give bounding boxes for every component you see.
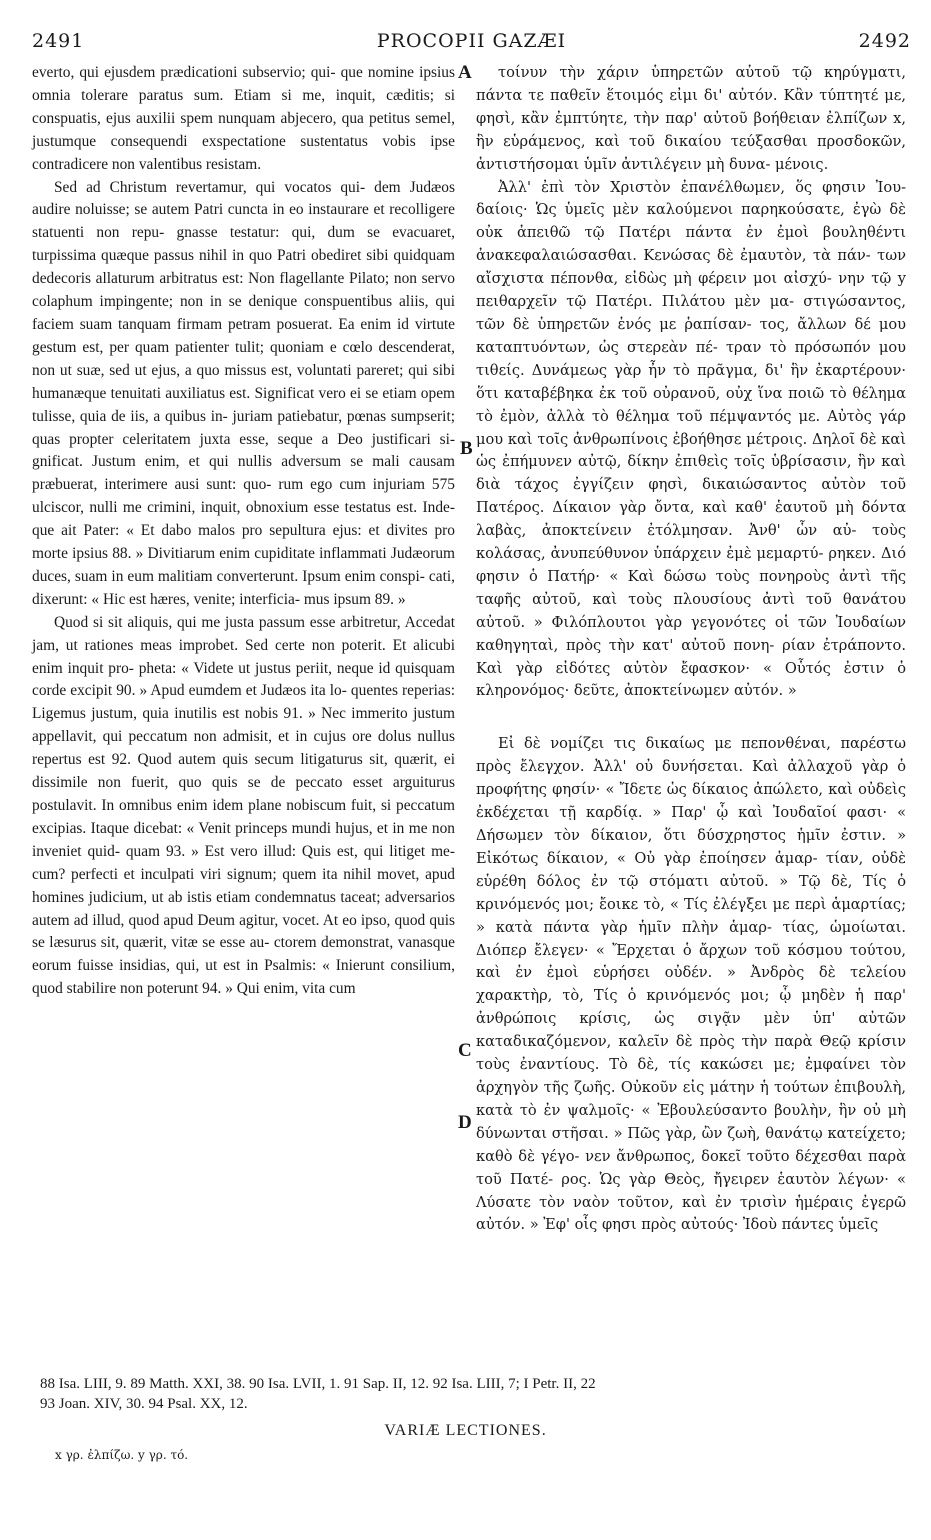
variae-lectiones-text: x γρ. ἐλπίζω. y γρ. τό. — [55, 1448, 189, 1462]
latin-column — [32, 62, 455, 1001]
running-title: PROCOPII GAZÆI — [376, 30, 567, 52]
greek-column — [476, 62, 906, 1237]
latin-paragraph: Sed ad Christum revertamur, qui vocatos qui- dem Judæos audire noluisse; se autem Patri cuncta in eo instaurare et recolligere statuenti non repu- gnasse testatur: qui, dum se evacuaret, turpissima quæque passus nihil in quo Patri obediret sibi quidquam dedecoris allaturum arbitratus est: Non flagellante Pilato; non servo colaphum impingente; non in se denique conspuentibus aliis, qui faciem suam tanquam firmam petram posuerat. Ea enim id virtute gestum est, per quam patienter tulit; quoniam e cœlo descenderat, non ut suæ, sed ut ejus, a quo missus est, voluntati pareret; qui sibi humanæque tenuitati auxiliatus est. Significat vero ei se etiam opem tulisse, quia de iis, a quibus in- juriam patiebatur, pœnas sumpserit; quas propter celeritatem juxta esse, seque a Deo justificari si- gnificat. Justum enim, et qui nullis adversum se mali causam præbuerat, interimere ausi sunt: quo- rum ego cum injuriam 575 ulciscor, nulli me crimini, inquit, obnoxium esse testatus est. Inde- que ait Pater: « Et dabo malos pro sepultura ejus: et divites pro morte ipsius 88. » Divitiarum enim cupiditate inflammati Judæorum duces, suam in eum malitiam converterunt. Ipsum enim conspi- cati, dixerunt: « Hic est hæres, venite; interficia- mus ipsum 89. » — [32, 178, 455, 608]
latin-paragraph: Quod si sit aliquis, qui me justa passum esse arbitretur, Accedat jam, ut rationes meas improbet. Sed certe non poterit. Et alicubi enim inquit pro- pheta: « Videte ut justus periit, neque id quisquam corde excipit 90. » Apud eumdem et Judæos ita lo- quentes reperias: Ligemus justum, quia inutilis est nobis 91. » Nec immerito justum appellavit, qui peccatum non admisit, et in cujus ore dolus nullus repertus est 92. Quod autem quis secum litigaturus sit, quærit, ei dissimile non fuerit, quo quis se de peccato esset arguiturus postulavit. In omnibus enim idem plane nobiscum fuit, si peccatum excipias. Itaque dicebat: « Venit princeps mundi hujus, et in me non inveniet quid- quam 93. » Est vero illud: Quis est, qui litiget me- cum? perfecti et inculpati viri signum; quem ita nihil movet, apud homines judicium, ut ab istis etiam condemnatus taceat; adversarios autem ad illud, quod apud Deum agitur, vocet. At eo ipso, quod quis se læsurus sit, quærit, vitæ se esse au- ctorem demonstrat, vanasque eorum fuisse insidias, qui, ut est in Psalmis: « Inierunt consilium, quod stabilire non poterunt 94. » Qui enim, vita cum — [32, 613, 455, 998]
footnote-line: 93 Joan. XIV, 30. 94 Psal. XX, 12. — [40, 1396, 248, 1412]
column-number-right: 2492 — [858, 30, 911, 52]
margin-marker-b: B — [460, 438, 473, 459]
latin-paragraph: everto, qui ejusdem prædicationi subservio; qui- que nomine ipsius omnia tolerare paratus sum. Etiam si me, inquit, cæditis; si conspuatis, ejus auxilii spem nunquam abjecero, qua petitus semel, justumque consequendi exspectatione sustentatus vobis ipse contradicere non valentibus resistam. — [32, 64, 455, 173]
margin-marker-d: D — [458, 1112, 472, 1133]
margin-marker-a: A — [458, 62, 472, 83]
greek-paragraph: Ἀλλ' ἐπὶ τὸν Χριστὸν ἐπανέλθωμεν, ὅς φησιν Ἰου- δαίοις· Ὡς ὑμεῖς μὲν καλούμενοι παρηκούσατε, ἐγὼ δὲ οὐκ ἀπειθῶ τῷ Πατέρι πάντα ἐν ἐμοὶ βουληθέντι ἀνακεφαλαιώσασθαι. Κενώσας δὲ ἐμαυτὸν, τὰ πάν- των αἴσχιστα πέπονθα, εἰδὼς μὴ φέρειν μοι αἰσχύ- νην τῷ y πειθαρχεῖν τῷ Πατέρι. Πιλάτου μὲν μα- στιγώσαντος, τῶν δὲ ὑπηρετῶν ἑνός με ῥαπίσαν- τος, ἄλλων δέ μου καταπτυόντων, ὡς στερεὰν πέ- τραν τὸ πρόσωπόν μου τιθείς. Δυνάμεως γὰρ ἦν τὸ πρᾶγμα, δι' ἣν ἐκαρτέρουν· ὅτι καταβέβηκα ἐκ τοῦ οὐρανοῦ, οὐχ ἵνα ποιῶ τὸ θέλημα τὸ ἐμὸν, ἀλλὰ τὸ θέλημα τοῦ πέμψαντός με. Αὐτὸς γάρ μου καὶ τοῖς ἀνθρωπίνοις ἐβοήθησε μέτροις. Δηλοῖ δὲ καὶ ὡς ἐπήμυνεν αὐτῷ, δίκην ἐπιθεὶς τοῖς ὑβρίσασιν, ἣν καὶ διὰ τάχος ἐγγίζειν φησὶ, δικαιώσαντος αὐτὸν τοῦ Πατέρος. Δίκαιον γὰρ ὄντα, καὶ καθ' ἑαυτοῦ μὴ δόντα λαβὰς, ἀποκτείνειν ἐτόλμησαν. Ἀνθ' ὧν αὐ- τοὺς κολάσας, ἀνυπεύθυνον ὑπάρχειν ἐμὲ μεμαρτύ- ρηκεν. Διό φησιν ὁ Πατήρ· « Καὶ δώσω τοὺς πονηροὺς ἀντὶ τῆς ταφῆς αὐτοῦ, καὶ τοὺς πλουσίους ἀντὶ τοῦ θανάτου αὐτοῦ. » Φιλόπλουτοι γὰρ γεγονότες οἱ τῶν Ἰουδαίων καθηγηταὶ, πρὸς τὴν κατ' αὐτοῦ πονη- ρίαν ἐτράποντο. Καὶ γὰρ εἰδότες αὐτὸν ἔφασκον· « Οὗτός ἐστιν ὁ κληρονόμος· δεῦτε, ἀποκτείνωμεν αὐτόν. » — [476, 178, 906, 700]
variae-lectiones-heading: VARIÆ LECTIONES. — [384, 1422, 547, 1439]
column-number-left: 2491 — [32, 30, 85, 52]
footnote-line: 88 Isa. LIII, 9. 89 Matth. XXI, 38. 90 Isa. LVII, 1. 91 Sap. II, 12. 92 Isa. LIII, 7; I Petr. II, 22 — [40, 1376, 596, 1392]
margin-marker-c: C — [458, 1040, 472, 1061]
greek-paragraph: Εἰ δὲ νομίζει τις δικαίως με πεπονθέναι, παρέστω πρὸς ἔλεγχον. Ἀλλ' οὐ δυνήσεται. Καὶ ἀλλαχοῦ γὰρ ὁ προφήτης φησίν· « Ἴδετε ὡς δίκαιος ἀπώλετο, καὶ οὐδεὶς ἐκδέχεται τῇ καρδίᾳ. » Παρ' ᾧ καὶ Ἰουδαῖοί φασι· « Δήσωμεν τὸν δίκαιον, ὅτι δύσχρηστος ἡμῖν ἐστιν. » Εἰκότως δίκαιον, « Οὐ γὰρ ἐποίησεν ἁμαρ- τίαν, οὐδὲ εὑρέθη δόλος ἐν τῷ στόματι αὐτοῦ. » Τῷ δὲ, Τίς ὁ κρινόμενός μοι; ἔοικε τὸ, « Τίς ἐλέγξει με περὶ ἁμαρτίας; » κατὰ πάντα γὰρ ἡμῖν πλὴν ἁμαρ- τίας, ὡμοίωται. Διόπερ ἔλεγεν· « Ἔρχεται ὁ ἄρχων τοῦ κόσμου τούτου, καὶ ἐν ἐμοὶ εὑρήσει οὐδέν. » Ἀνδρὸς δὲ τελείου χαρακτὴρ, τὸ, Τίς ὁ κρινόμενός μοι; ᾧ μηδὲν ἡ παρ' ἀνθρώποις κρίσις, ὡς σιγᾷν μὲν ὑπ' αὐτῶν καταδικαζόμενον, καλεῖν δὲ πρὸς τὴν παρὰ Θεῷ κρίσιν τοὺς ἐναντίους. Τὸ δὲ, τίς κακώσει με; ἐμφαίνει τὸν ἀρχηγὸν τῆς ζωῆς. Οὐκοῦν εἰς μάτην ἡ τούτων ἐπιβουλὴ, κατὰ τὸ ἐν ψαλμοῖς· « Ἐβουλεύσαντο βουλὴν, ἣν οὐ μὴ δύνωνται στῆσαι. » Πῶς γὰρ, ὢν ζωὴ, θανάτῳ κατείχετο; καθὸ δὲ γέγο- νεν ἄνθρωπος, δοκεῖ τοῦτο δέχεσθαι παρὰ τοῦ Πατέ- ρος. Ὡς γὰρ Θεὸς, ἤγειρεν ἑαυτὸν λέγων· « Λύσατε τὸν ναὸν τοῦτον, καὶ ἐν τρισὶν ἡμέραις ἐγερῶ αὐτόν. » Ἐφ' οἷς φησι πρὸς αὐτούς· Ἰδοὺ πάντες ὑμεῖς — [476, 735, 906, 1234]
greek-paragraph: τοίνυν τὴν χάριν ὑπηρετῶν αὐτοῦ τῷ κηρύγματι, πάντα τε παθεῖν ἕτοιμός εἰμι δι' αὐτόν. Κἂν τύπτητέ με, φησὶ, κἂν ἐμπτύητε, τὴν παρ' αὐτοῦ βοήθειαν ἐλπίζων x, ἣν εὑράμενος, καὶ τοῦ δικαίου τεύξασθαι προσδοκῶν, ἀντιστήσομαι ὑμῖν ἀντιλέγειν μὴ δυνα- μένοις. — [476, 64, 906, 173]
footnotes — [40, 1374, 920, 1414]
page-header — [32, 30, 911, 60]
